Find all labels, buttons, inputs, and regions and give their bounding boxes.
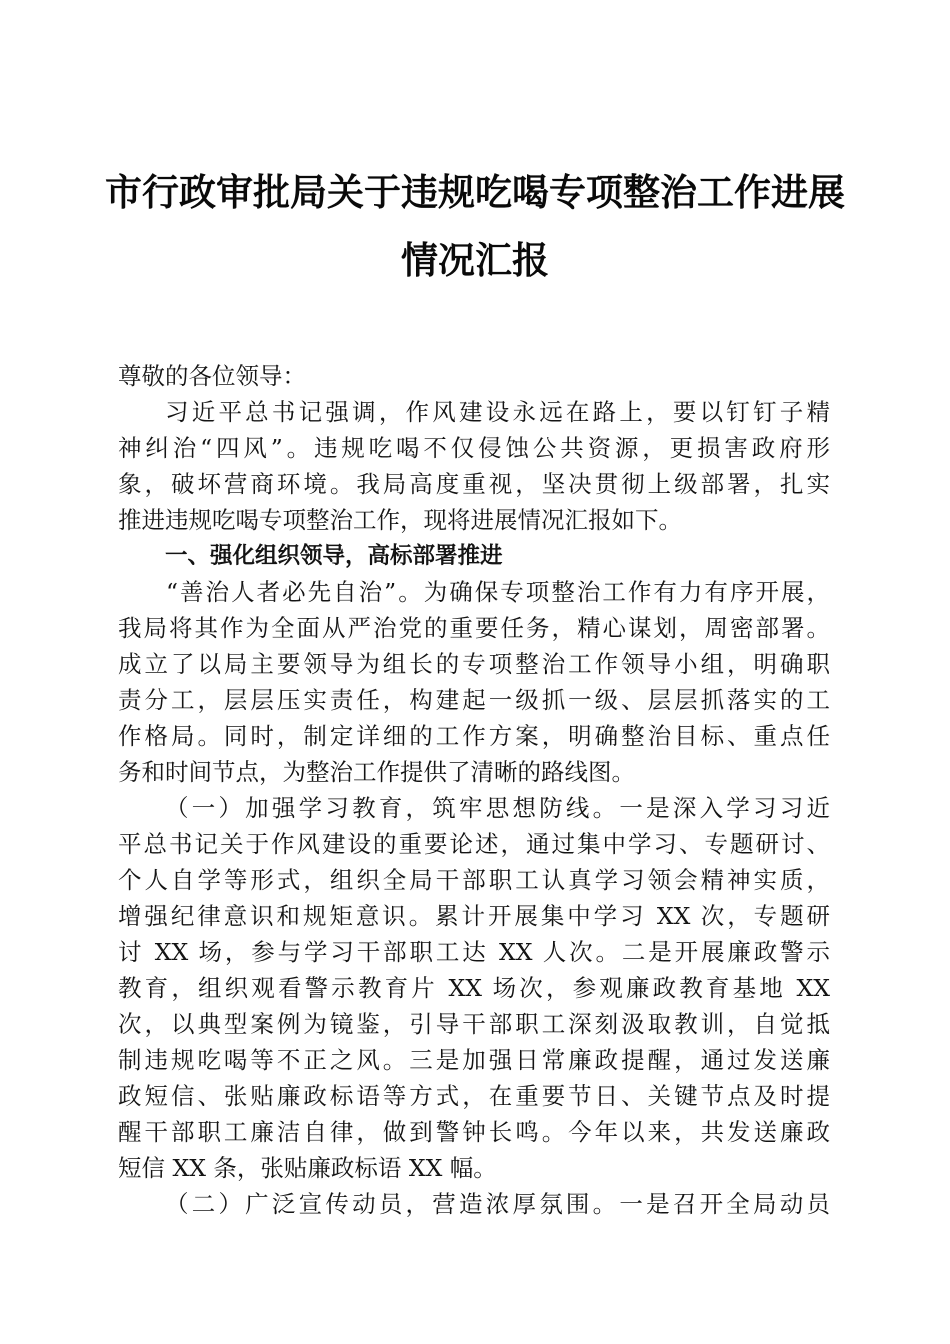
paragraph-line: 习近平总书记强调，作风建设永远在路上，要以钉钉子精 xyxy=(165,398,830,426)
document-title-line-1: 市行政审批局关于违规吃喝专项整治工作进展 xyxy=(105,170,845,214)
paragraph-line: 我局将其作为全面从严治党的重要任务，精心谋划，周密部署。 xyxy=(118,614,830,642)
paragraph-line: 教育，组织观看警示教育片 XX 场次，参观廉政教育基地 XX xyxy=(118,974,830,1002)
paragraph-line: 醒干部职工廉洁自律，做到警钟长鸣。今年以来，共发送廉政 xyxy=(118,1118,830,1146)
paragraph-line: 增强纪律意识和规矩意识。累计开展集中学习 XX 次，专题研 xyxy=(118,902,830,930)
section-heading: 一、强化组织领导，高标部署推进 xyxy=(165,543,503,569)
paragraph-line: （二）广泛宣传动员，营造浓厚氛围。一是召开全局动员 xyxy=(165,1190,830,1218)
paragraph-line: 推进违规吃喝专项整治工作，现将进展情况汇报如下。 xyxy=(118,506,682,534)
paragraph-line: 个人自学等形式，组织全局干部职工认真学习领会精神实质， xyxy=(118,866,830,894)
paragraph-line: 讨 XX 场，参与学习干部职工达 XX 人次。二是开展廉政警示 xyxy=(118,938,830,966)
paragraph-line: 务和时间节点，为整治工作提供了清晰的路线图。 xyxy=(118,758,635,786)
paragraph-line: “善治人者必先自治”。为确保专项整治工作有力有序开展， xyxy=(166,578,830,606)
paragraph-line: 责分工，层层压实责任，构建起一级抓一级、层层抓落实的工 xyxy=(118,686,830,714)
paragraph-line: 政短信、张贴廉政标语等方式，在重要节日、关键节点及时提 xyxy=(118,1082,830,1110)
paragraph-line: 神纠治“四风”。违规吃喝不仅侵蚀公共资源，更损害政府形 xyxy=(118,434,830,462)
paragraph-line: 制违规吃喝等不正之风。三是加强日常廉政提醒，通过发送廉 xyxy=(118,1046,830,1074)
paragraph-line: 短信 XX 条，张贴廉政标语 XX 幅。 xyxy=(118,1154,497,1182)
paragraph-line: 作格局。同时，制定详细的工作方案，明确整治目标、重点任 xyxy=(118,722,830,750)
paragraph-line: 象，破坏营商环境。我局高度重视，坚决贯彻上级部署，扎实 xyxy=(118,470,830,498)
paragraph-line: 平总书记关于作风建设的重要论述，通过集中学习、专题研讨、 xyxy=(118,830,830,858)
paragraph-line: 次，以典型案例为镜鉴，引导干部职工深刻汲取教训，自觉抵 xyxy=(118,1010,830,1038)
paragraph-line: （一）加强学习教育，筑牢思想防线。一是深入学习习近 xyxy=(165,794,830,822)
salutation: 尊敬的各位领导： xyxy=(118,362,306,390)
document-title-line-2: 情况汇报 xyxy=(401,238,549,282)
paragraph-line: 成立了以局主要领导为组长的专项整治工作领导小组，明确职 xyxy=(118,650,830,678)
